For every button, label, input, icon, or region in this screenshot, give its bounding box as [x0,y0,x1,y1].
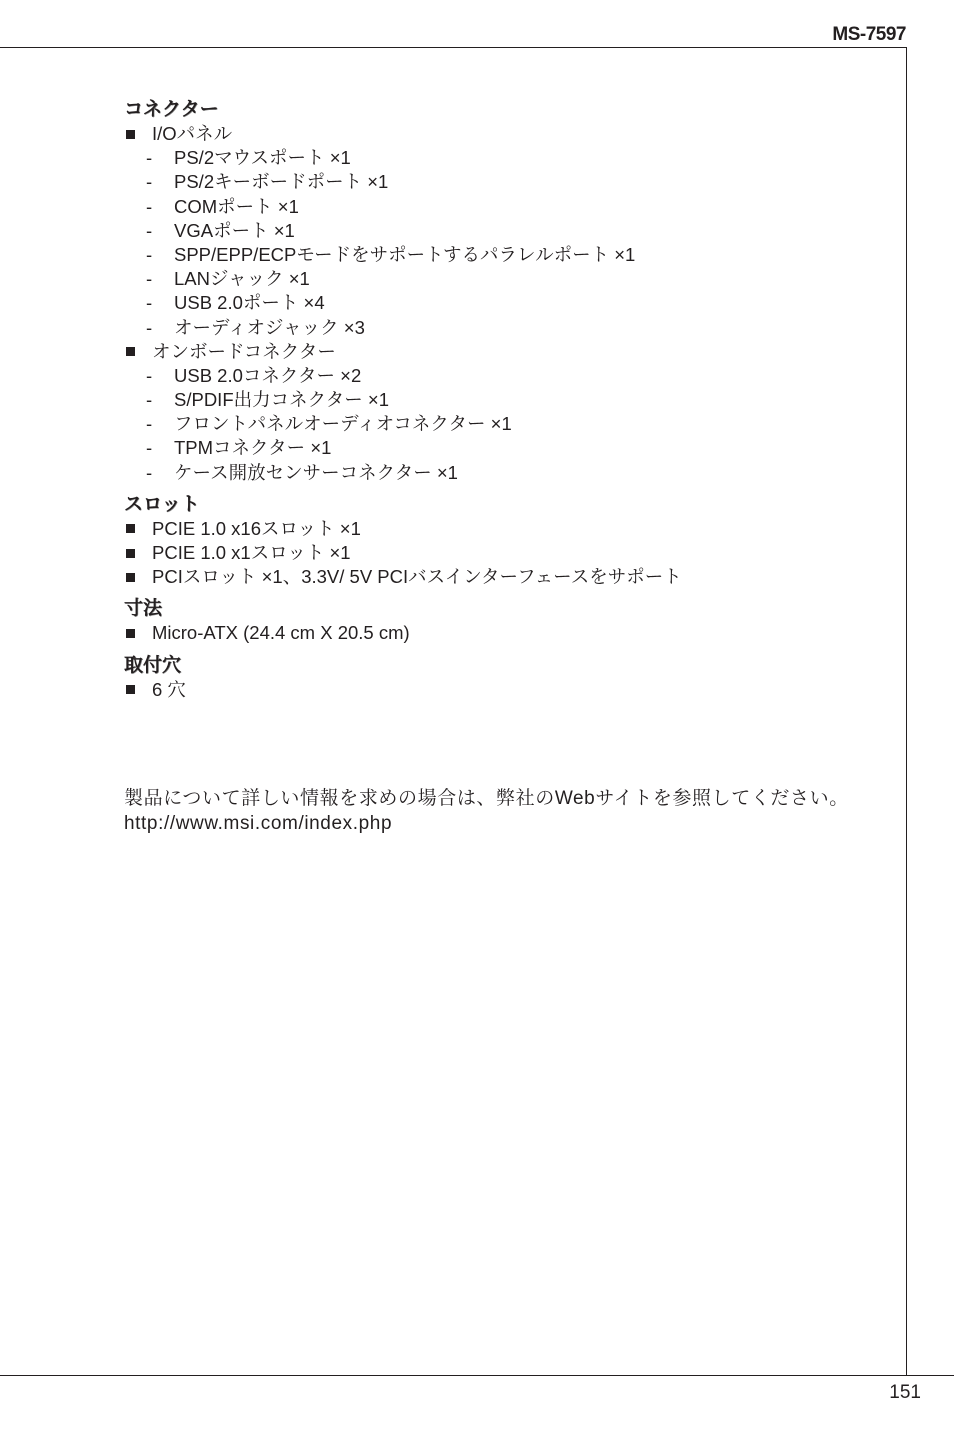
connectors-section [124,98,864,485]
section-title-mounting: 取付穴 [124,654,182,676]
list-item-text: LANジャック ×1 [174,268,310,290]
spec-content [124,98,864,710]
footnote-text: 製品について詳しい情報を求めの場合は、弊社のWebサイトを参照してください。http://www.msi.com/index.php [124,788,849,834]
sub-list-item: - PS/2キーボードポート ×1 [146,171,389,193]
list-item-text: USB 2.0コネクター ×2 [174,364,362,386]
list-item [124,678,864,702]
sub-list-item: - TPMコネクター ×1 [146,437,332,459]
list-item-text: PCIスロット ×1、3.3V/ 5V PCIバスインターフェースをサポート [152,566,682,588]
dimensions-section [124,597,864,645]
square-bullet-icon [126,573,135,582]
list-item-text: ケース開放センサーコネクター ×1 [174,461,458,483]
list-item [124,541,864,565]
section-title-slots: スロット [124,493,200,515]
sub-list-item: - SPP/EPP/ECPモードをサポートするパラレルポート ×1 [146,243,636,265]
sub-list-item: - ケース開放センサーコネクター ×1 [146,461,458,483]
list-item-text: COMポート ×1 [174,195,299,217]
list-item-text: VGAポート ×1 [174,219,295,241]
square-bullet-icon [126,685,135,694]
mounting-section [124,654,864,702]
list-item-text: Micro-ATX (24.4 cm X 20.5 cm) [152,622,410,644]
square-bullet-icon [126,549,135,558]
list-item-text: フロントパネルオーディオコネクター ×1 [174,413,512,435]
sub-list-item: - オーディオジャック ×3 [146,316,365,338]
list-item-text: PS/2キーボードポート ×1 [174,171,389,193]
square-bullet-icon [126,524,135,533]
sub-list-item: - PS/2マウスポート ×1 [146,147,351,169]
list-item [124,565,864,589]
list-item [124,621,864,645]
slots-section [124,493,864,590]
list-item-text: TPMコネクター ×1 [174,437,332,459]
sub-list-item: - フロントパネルオーディオコネクター ×1 [146,413,512,435]
square-bullet-icon [126,629,135,638]
list-item-text: 6 穴 [152,678,186,700]
footer-rule [0,1375,954,1376]
sub-list-item: - COMポート ×1 [146,195,299,217]
square-bullet-icon [126,130,135,139]
square-bullet-icon [126,347,135,356]
model-number: MS-7597 [832,24,906,45]
sub-list-item: - USB 2.0ポート ×4 [146,292,325,314]
io-panel-label: I/Oパネル [152,123,233,144]
sub-list-item: - USB 2.0コネクター ×2 [146,364,362,386]
sub-list-item: - S/PDIF出力コネクター ×1 [146,389,389,411]
section-title-connectors: コネクター [124,99,219,120]
list-item [124,122,864,146]
sub-list-item: - LANジャック ×1 [146,268,310,290]
margin-rule [906,47,907,1376]
list-item-text: PCIE 1.0 x16スロット ×1 [152,517,361,539]
list-item-text: USB 2.0ポート ×4 [174,292,325,314]
list-item-text: S/PDIF出力コネクター ×1 [174,389,389,411]
list-item-text: PCIE 1.0 x1スロット ×1 [152,542,351,563]
sub-list-item: - VGAポート ×1 [146,219,295,241]
list-item-text: SPP/EPP/ECPモードをサポートするパラレルポート ×1 [174,243,636,265]
section-title-dimensions: 寸法 [124,598,163,620]
list-item-text: オーディオジャック ×3 [174,316,365,338]
page-number: 151 [889,1382,921,1403]
list-item [124,517,864,541]
onboard-label: オンボードコネクター [152,340,336,362]
header-rule [0,47,907,48]
list-item-text: PS/2マウスポート ×1 [174,147,351,169]
list-item [124,340,864,364]
